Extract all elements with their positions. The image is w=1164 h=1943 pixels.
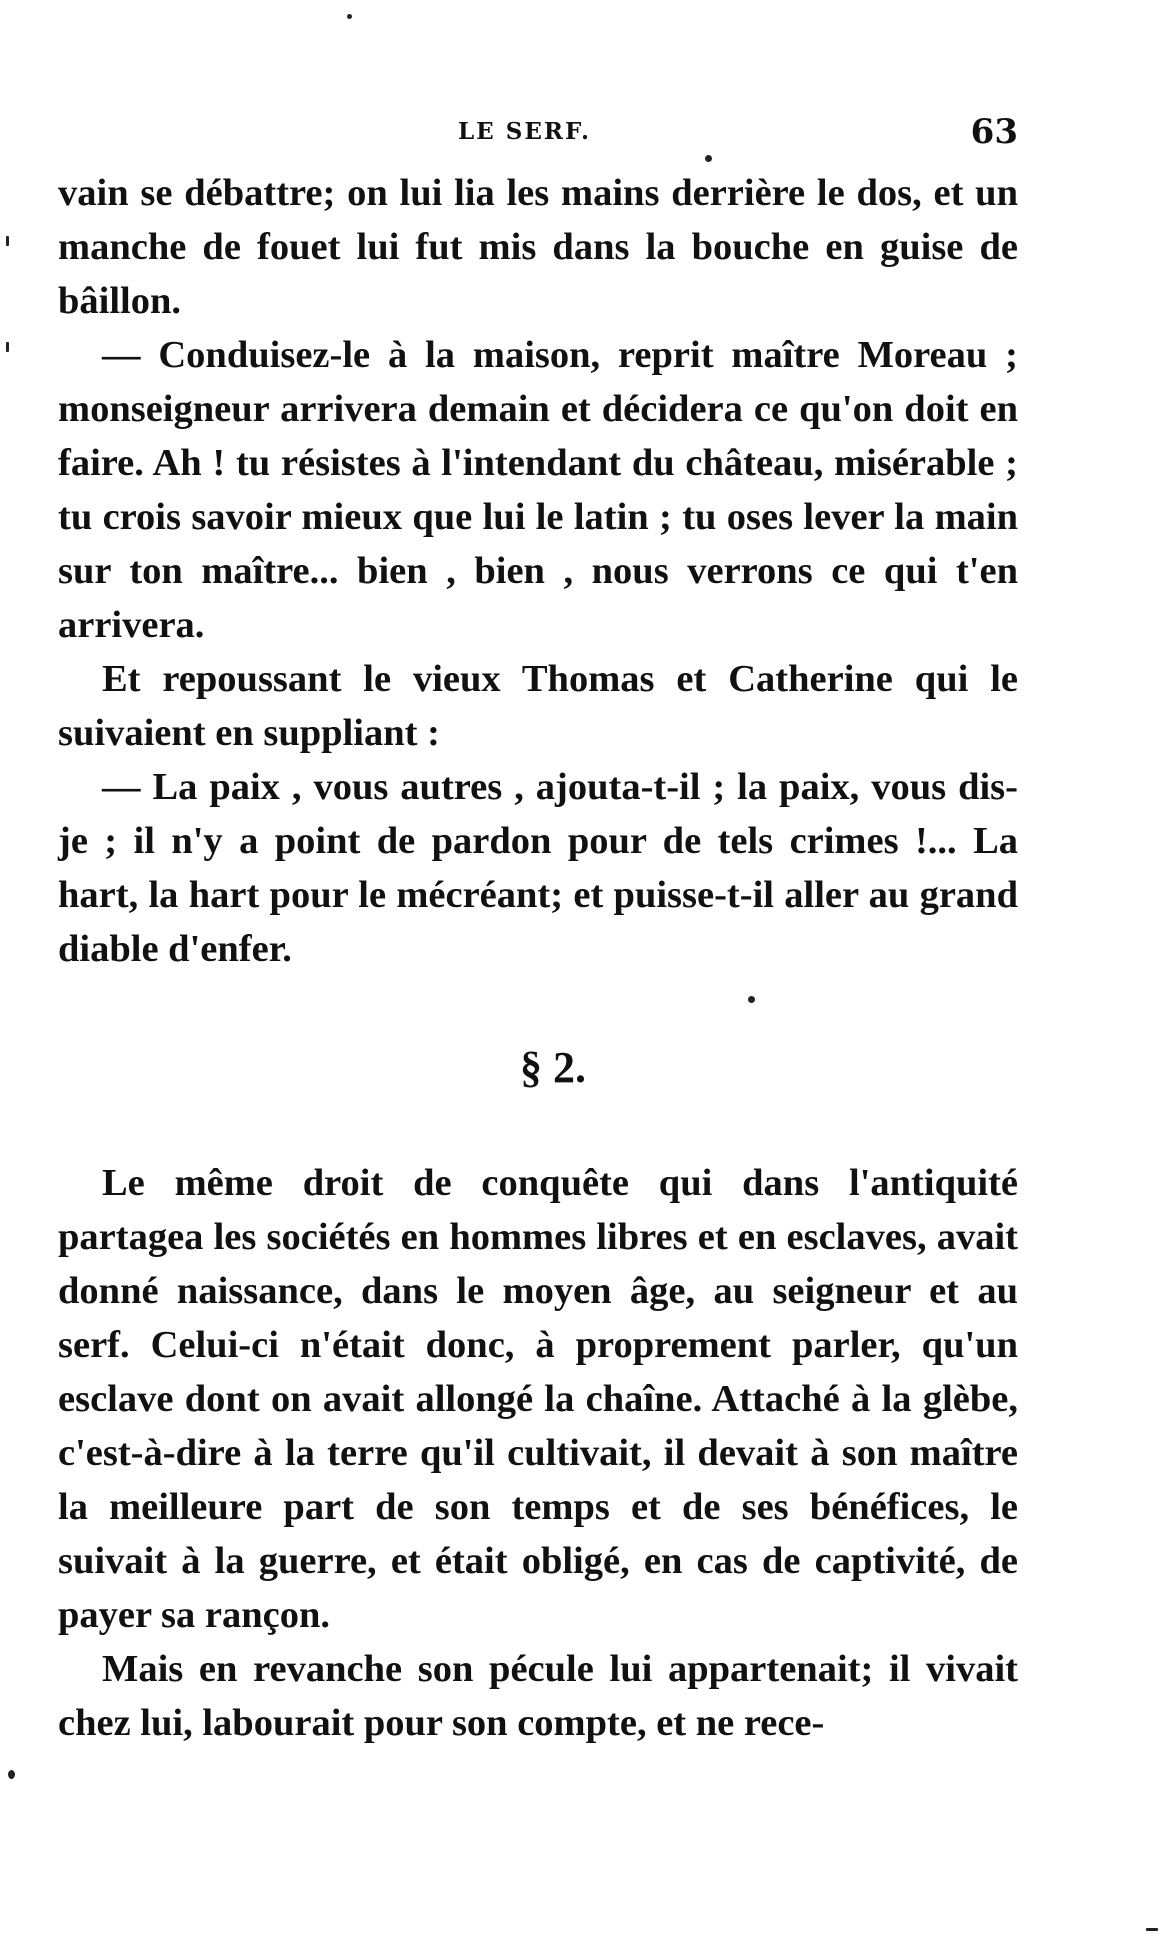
running-head — [58, 112, 1018, 156]
running-title: LE SERF. — [458, 118, 591, 145]
page-number: 63 — [970, 112, 1018, 152]
paragraph-continuation: vain se débattre; on lui lia les mains derrière le dos, et un manche de fouet lui fut mis dans la bouche en guise de bâillon. — [58, 172, 1018, 322]
body-text — [58, 166, 1018, 1750]
paragraph-droit-de-conquete: Le même droit de conquête qui dans l'antiquité partagea les sociétés en hommes libres et en esclaves, avait donné naissance, dans le moyen âge, au seigneur et au serf. Celui-ci n'était donc, à proprement parler, qu'un esclave dont on avait allongé la chaîne. Attaché à la glèbe, c'est-à-dire à la terre qu'il cultivait, il devait à son maître la meilleure part de son temps et de ses bénéfices, le suivait à la guerre, et était obligé, en cas de captivité, de payer sa rançon. — [58, 1162, 1018, 1636]
scan-speck — [1146, 1928, 1158, 1931]
scan-speck — [748, 996, 755, 1003]
scan-speck — [8, 1770, 15, 1779]
scan-speck — [705, 155, 712, 162]
paragraph-dialogue-moreau: — Conduisez-le à la maison, reprit maître Moreau ; monseigneur arrivera demain et décidera ce qu'on doit en faire. Ah ! tu résistes à l'intendant du château, misérable ; tu crois savoir mieux que lui le latin ; tu oses lever la main sur ton maître... bien , bien , nous verrons ce qui t'en arrivera. — [58, 334, 1018, 646]
scan-speck — [6, 342, 9, 352]
paragraph-narration: Et repoussant le vieux Thomas et Catherine qui le suivaient en suppliant : — [58, 658, 1018, 754]
scan-speck — [6, 236, 9, 246]
paragraph-dialogue-paix: — La paix , vous autres , ajouta-t-il ; la paix, vous dis-je ; il n'y a point de pardon pour de tels crimes !... La hart, la hart pour le mécréant; et puisse-t-il aller au grand diable d'enfer. — [58, 766, 1018, 970]
section-heading: § 2. — [520, 1043, 586, 1092]
paragraph-revanche: Mais en revanche son pécule lui appartenait; il vivait chez lui, labourait pour son compte, et ne rece- — [58, 1648, 1018, 1744]
scan-speck — [347, 14, 352, 19]
